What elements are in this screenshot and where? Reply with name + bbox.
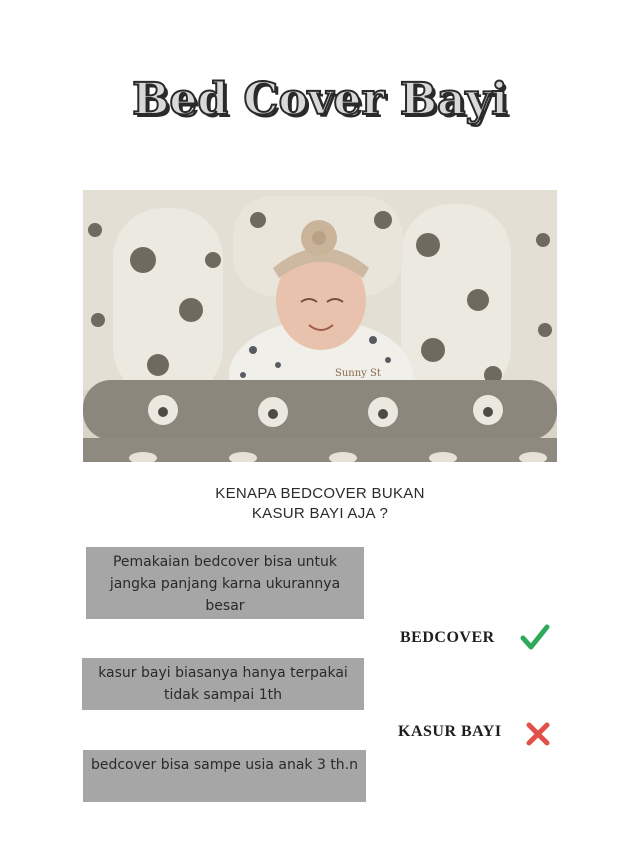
reason-box-2: kasur bayi biasanya hanya terpakai tidak sampai 1th — [82, 658, 364, 710]
question-heading — [0, 484, 640, 524]
cross-icon — [525, 721, 551, 747]
shirt-text: Sunny St — [335, 368, 381, 379]
question-line-2: KASUR BAYI AJA ? — [251, 505, 389, 522]
reason-box-1: Pemakaian bedcover bisa untuk jangka panjang karna ukurannya besar — [86, 547, 364, 619]
check-icon — [520, 623, 550, 651]
page-title: Bed Cover Bayi — [132, 74, 508, 125]
question-line-1: KENAPA BEDCOVER BUKAN — [215, 485, 425, 502]
baby-photo — [83, 190, 557, 462]
bedcover-label: BEDCOVER — [400, 629, 495, 646]
reason-box-3: bedcover bisa sampe usia anak 3 th.n — [83, 750, 366, 802]
kasur-bayi-label: KASUR BAYI — [398, 723, 502, 740]
